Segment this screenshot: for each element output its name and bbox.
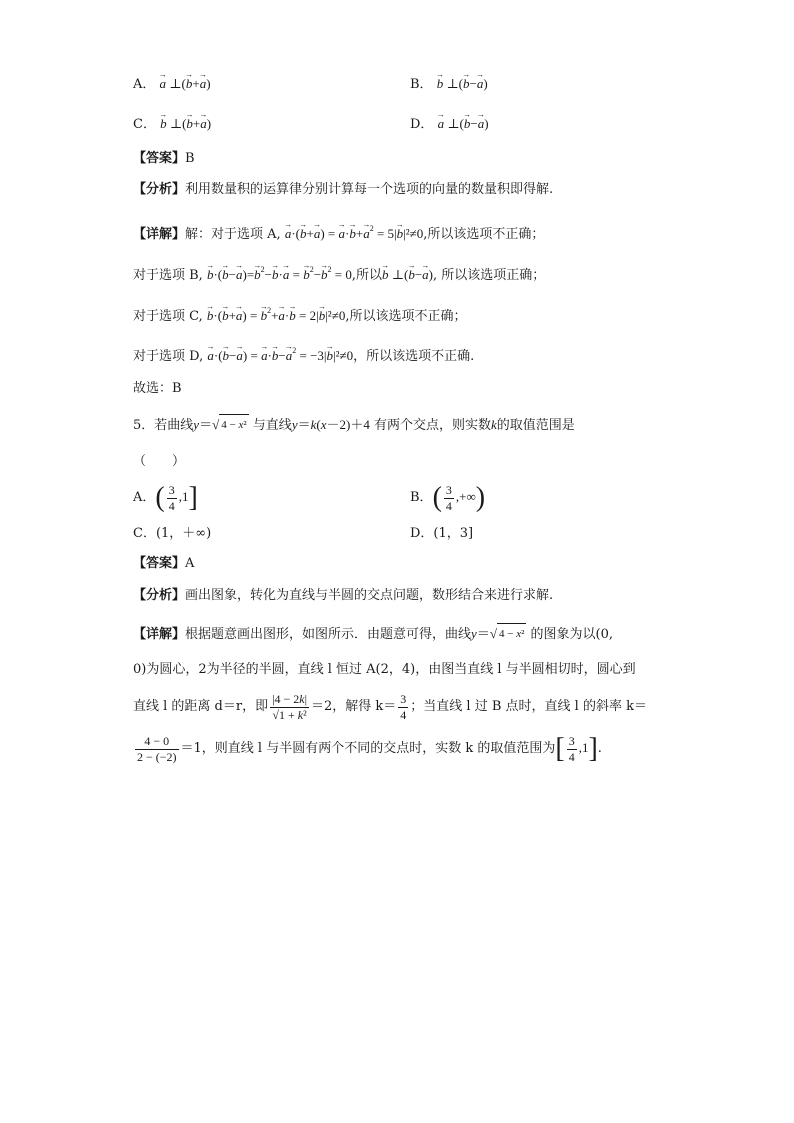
line-d-lead: 对于选项 D,: [133, 349, 204, 364]
option-d-label: D．: [410, 117, 434, 132]
q5-detail-1: [133, 623, 613, 645]
q4-conclusion: 故选：B: [133, 381, 182, 396]
option-b-label: B．: [410, 77, 433, 92]
option-d-formula: → a ⊥(→ b−→ a): [438, 116, 489, 131]
q5-detail-4b: .: [597, 741, 602, 756]
answer-tag: 【答案】: [133, 151, 186, 166]
detail-lead: 解：对于选项 A,: [185, 227, 281, 242]
answer-value: B: [185, 151, 195, 166]
q5-detail-3b: ＝2，解得 k＝: [311, 699, 397, 714]
detail-a-formula: → a·(→ b+→ a) = → $a\cdot\to b+\to a^2 = 5|\to b|^2\ne 0$: [285, 226, 423, 241]
q5-option-a: [133, 482, 198, 514]
q5-stem-2: 与直线: [252, 418, 292, 433]
line-c-formula: → b·(→ b+→ a) = → $b^2+\to a\cdot\to b = 2|\to b|^2\ne 0$: [207, 308, 345, 323]
curve-formula: y＝√ 4 − x²: [193, 417, 248, 432]
q5-option-d: D．(1，3]: [410, 526, 474, 541]
q5-blank: （ ）: [133, 454, 186, 469]
q5-option-c: C．(1，＋∞): [133, 526, 212, 541]
q5-detail-1a: 根据题意画出图形，如图所示．由题意可得，曲线: [185, 627, 472, 642]
var-k: k: [491, 417, 497, 432]
range-formula: [ $\frac{3}{4}$ ,1]: [555, 733, 598, 765]
q4-detail-a: [133, 219, 544, 245]
q5-analysis-text: 画出图象，转化为直线与半圆的交点问题，数形结合来进行求解.: [185, 588, 554, 603]
option-c-label: C．: [133, 117, 156, 132]
detail-a-tail: ,所以该选项不正确；: [423, 227, 545, 242]
q5-answer-tag: 【答案】: [133, 556, 186, 571]
q4-answer: [133, 149, 195, 169]
line-b-mid: ,所以: [351, 268, 383, 283]
analysis-text: 利用数量积的运算律分别计算每一个选项的向量的数量积即得解.: [185, 182, 554, 197]
q5-detail-3: [133, 690, 647, 723]
q5-detail-tag: 【详解】: [133, 627, 186, 642]
line-c-lead: 对于选项 C,: [133, 309, 203, 324]
distance-formula: $\frac{|4 - 2k|}{\text{√1 + k²}}$: [272, 691, 307, 722]
q5-stem-3: 有两个交点，则实数: [374, 418, 492, 433]
q5-answer: [133, 554, 194, 574]
q5-option-b-label: B．: [410, 490, 433, 505]
tangent-slope: $\frac{3}{4}$: [400, 691, 407, 722]
q5-detail-3c: ；当直线 l 过 B 点时，直线 l 的斜率 k＝: [410, 699, 647, 714]
q5-detail-2: 0)为圆心，2为半径的半圆，直线 l 恒过 A(2，4)，由图当直线 l 与半圆相切时，圆心到: [133, 662, 636, 677]
q5-detail-1b: 的图象为以(0,: [530, 627, 614, 642]
q5-analysis: [133, 586, 553, 606]
line-b-tail: , 所以该选项正确；: [433, 268, 546, 283]
q5-option-b: [410, 482, 485, 514]
q5-stem-4: 的取值范围是: [496, 418, 575, 433]
option-c-formula: → b ⊥(→ b+→ a): [160, 116, 211, 131]
line-c-tail: ,所以该选项不正确；: [345, 309, 467, 324]
option-b-formula: → b ⊥(→ b−→ a): [437, 76, 488, 91]
q5-stem-1: 若曲线: [154, 418, 194, 433]
q5-stem: [133, 414, 575, 436]
q4-detail-c: [133, 301, 466, 327]
q5-detail-4a: ＝1，则直线 l 与半圆有两个不同的交点时，实数 k 的取值范围为: [180, 741, 556, 756]
q4-analysis: [133, 180, 553, 200]
q5-option-a-label: A．: [133, 490, 156, 505]
q4-detail-b: [133, 260, 545, 286]
option-b: [410, 74, 488, 95]
option-a-formula: → a ⊥(→ b+→ a): [160, 76, 211, 91]
option-c: [133, 114, 211, 135]
option-a: [133, 74, 211, 95]
detail-tag: 【详解】: [133, 227, 186, 242]
q5-detail-3a: 直线 l 的距离 d＝r，即: [133, 699, 269, 714]
option-d: [410, 114, 489, 135]
line-d-tail: ，所以该选项不正确.: [353, 349, 475, 364]
q5-analysis-tag: 【分析】: [133, 588, 186, 603]
q5-option-a-formula: ( $\frac{3}{4}$ ,1]: [155, 482, 198, 514]
q5-curve-formula: y＝√ 4 − x²: [471, 626, 526, 641]
line-formula: y＝k(x－2)＋4: [291, 417, 370, 432]
q5-number: 5．: [133, 418, 155, 433]
slope-formula: $\frac{4 - 0}{2 - (-2)}$: [137, 733, 177, 764]
q5-answer-value: A: [185, 556, 195, 571]
line-b-perp: → b ⊥(→ b−→ a): [382, 267, 433, 282]
line-b-lead: 对于选项 B,: [133, 268, 203, 283]
q5-option-b-formula: ( $\frac{3}{4}$ ,+∞): [432, 482, 486, 514]
q4-detail-d: [133, 341, 474, 367]
option-a-label: A．: [133, 77, 156, 92]
analysis-tag: 【分析】: [133, 182, 186, 197]
q5-detail-4: [133, 732, 602, 765]
line-b-formula: → $b\cdot(\to b-\to a)=\to b^2-\to b\cdot\to a$ = → $b^2-\to b^2 = 0$: [207, 267, 352, 282]
line-d-formula: → a·(→ b−→ a) = → $a\cdot\to b-\to a^2 = -3|\to b|^2\ne 0$: [207, 348, 353, 363]
